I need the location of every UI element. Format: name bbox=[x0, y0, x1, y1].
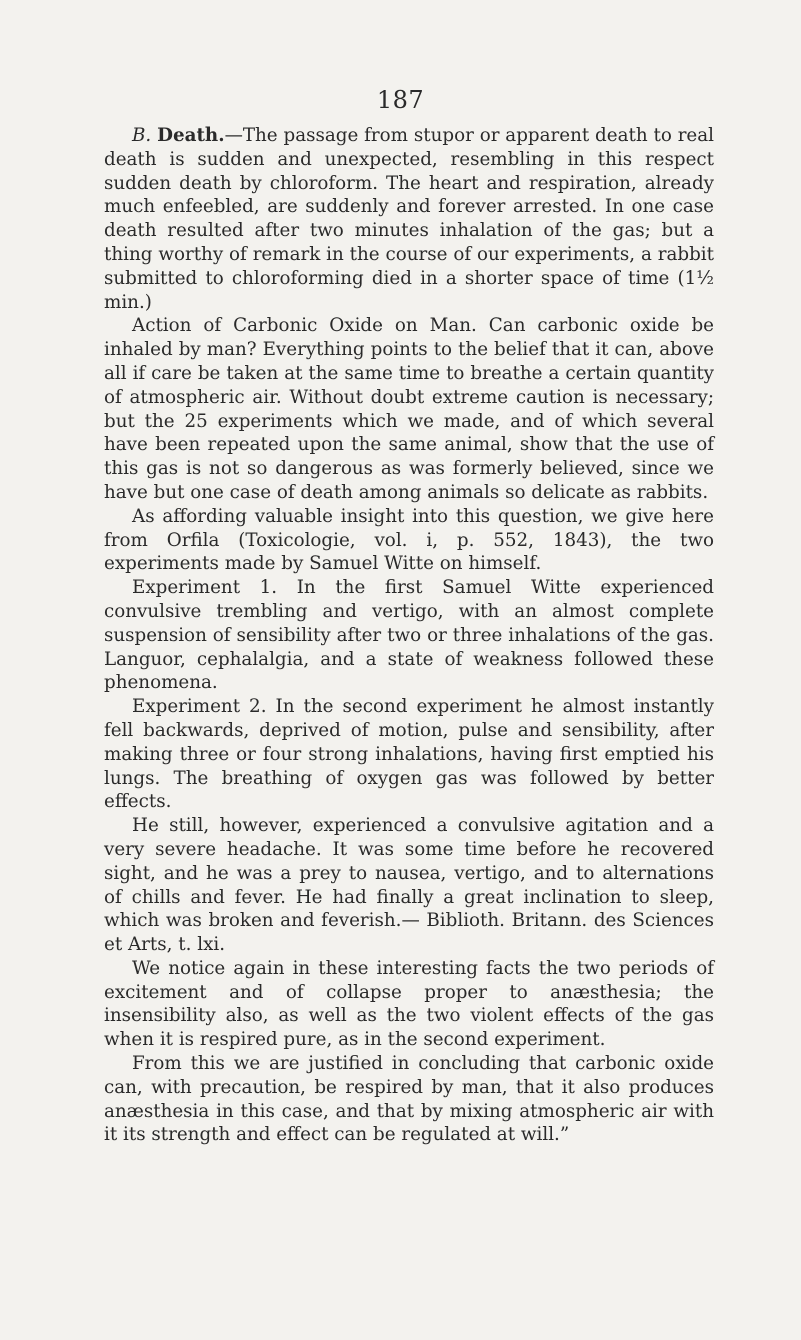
section-letter: B. bbox=[132, 125, 152, 146]
paragraph-experiment-1: Experiment 1. In the first Samuel Witte experienced convulsive trembling and vertigo, with an almost complete suspension of sensibility after two or three inhalations of the gas. Languor, cephalalgia, and a state of weakness followed these phenomena. bbox=[104, 577, 714, 694]
paragraph-experiment-2: Experiment 2. In the second experiment he almost instantly fell backwards, deprived of motion, pulse and sensibility, after making three or four strong inhalations, having first emptied his lungs. The breathing of oxygen gas was followed by better effects. bbox=[104, 696, 714, 813]
page-number: 187 bbox=[376, 86, 425, 114]
paragraph-periods: We notice again in these interesting facts the two periods of excitement and of collapse proper to anæsthesia; the insensibility also, as well as the two violent effects of the gas when it is respired pure, as in the second experiment. bbox=[104, 957, 714, 1051]
paragraph-conclusion: From this we are justified in concluding that carbonic oxide can, with precaution, be respired by man, that it also produces anæsthesia in this case, and that by mixing atmospheric air with it its strength and effect can be regulated at will.” bbox=[104, 1053, 714, 1146]
section-heading: Death. bbox=[157, 125, 225, 146]
paragraph-headache: He still, however, experienced a convulsive agitation and a very severe headache. It was some time before he recovered sight, and he was a prey to nausea, vertigo, and to alternations of chills and fever. He had finally a great inclination to sleep, which was broken and feverish.— Biblioth. Britann. des Sciences et Arts, t. lxi. bbox=[104, 815, 714, 956]
paragraph-orfila: As affording valuable insight into this question, we give here from Orfila (Toxicologie, vol. i, p. 552, 1843), the two experiments made by Samuel Witte on himself. bbox=[104, 505, 714, 575]
paragraph-death bbox=[104, 124, 714, 314]
paragraph-text: —The passage from stupor or apparent death to real death is sudden and unexpected, resembling in this respect sudden death by chloroform. The heart and respiration, already much enfeebled, are suddenly and forever arrested. In one case death resulted after two minutes inhalation of the gas; but a thing worthy of remark in the course of our experiments, a rabbit submitted to chloroforming died in a shorter space of time (1½ min.) bbox=[104, 125, 714, 313]
paragraph-action-on-man: Action of Carbonic Oxide on Man. Can carbonic oxide be inhaled by man? Everything points to the belief that it can, above all if care be taken at the same time to breathe a certain quantity of atmospheric air. Without doubt extreme caution is necessary; but the 25 experiments which we made, and of which several have been repeated upon the same animal, show that the use of this gas is not so dangerous as was formerly believed, since we have but one case of death among animals so delicate as rabbits. bbox=[104, 315, 714, 503]
body-text bbox=[104, 124, 714, 1147]
